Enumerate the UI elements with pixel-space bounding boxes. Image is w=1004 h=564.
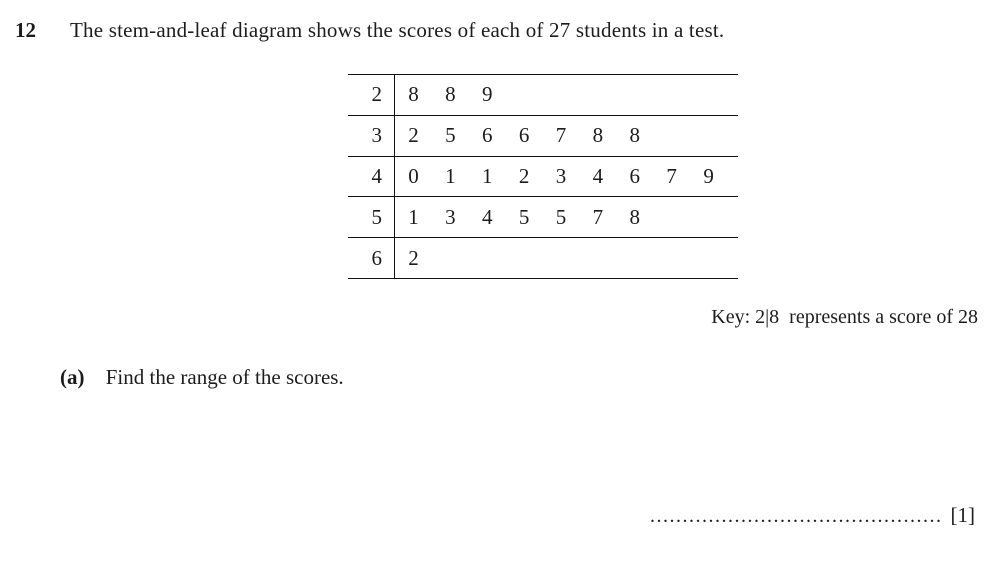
question-number: 12 bbox=[15, 18, 36, 42]
leaf-cell: 6 bbox=[481, 123, 493, 148]
leaf-cell: 7 bbox=[666, 163, 677, 188]
part-a-text: Find the range of the scores. bbox=[105, 365, 344, 389]
leaf-cell: 8 bbox=[629, 123, 641, 148]
leaf-cell: 5 bbox=[555, 204, 567, 229]
leaf-cell: 2 bbox=[408, 123, 419, 148]
leaf-cell: 5 bbox=[518, 204, 530, 229]
leaf-cell: 1 bbox=[481, 163, 493, 188]
leaf-cell: 9 bbox=[481, 82, 493, 107]
leaves-group bbox=[395, 164, 727, 189]
leaves-group bbox=[395, 246, 432, 271]
leaves-group bbox=[395, 205, 653, 230]
stem-cell: 3 bbox=[348, 116, 395, 156]
leaf-cell: 4 bbox=[592, 163, 604, 188]
stem-and-leaf-table bbox=[348, 74, 738, 279]
stem-leaf-row bbox=[348, 157, 738, 198]
stem-cell: 6 bbox=[348, 238, 395, 278]
leaves-group bbox=[395, 123, 653, 148]
stem-leaf-row bbox=[348, 238, 738, 279]
key-text: Key: 2|8 represents a score of 28 bbox=[711, 306, 978, 328]
leaf-cell: 3 bbox=[445, 204, 456, 229]
leaf-cell: 8 bbox=[592, 123, 604, 148]
leaf-cell: 8 bbox=[445, 82, 456, 107]
leaf-cell: 6 bbox=[629, 163, 641, 188]
stem-cell: 2 bbox=[348, 75, 395, 115]
leaf-cell: 2 bbox=[518, 163, 530, 188]
leaf-cell: 1 bbox=[408, 204, 419, 229]
part-a-label: (a) bbox=[60, 365, 85, 389]
stem-leaf-row bbox=[348, 197, 738, 238]
leaves-group bbox=[395, 82, 506, 107]
leaf-cell: 8 bbox=[408, 82, 419, 107]
leaf-cell: 0 bbox=[408, 163, 419, 188]
answer-dots: ............................................. bbox=[650, 505, 943, 527]
leaf-cell: 9 bbox=[703, 163, 714, 188]
stem-cell: 5 bbox=[348, 197, 395, 237]
leaf-cell: 5 bbox=[445, 123, 456, 148]
leaf-cell: 3 bbox=[555, 163, 567, 188]
answer-line bbox=[650, 503, 975, 528]
question-text: The stem-and-leaf diagram shows the scores of each of 27 students in a test. bbox=[70, 18, 725, 42]
leaf-cell: 1 bbox=[445, 163, 456, 188]
stem-leaf-row bbox=[348, 116, 738, 157]
leaf-cell: 8 bbox=[629, 204, 641, 229]
part-a-line bbox=[60, 365, 344, 390]
leaf-cell: 4 bbox=[481, 204, 493, 229]
leaf-cell: 6 bbox=[518, 123, 530, 148]
stem-cell: 4 bbox=[348, 157, 395, 197]
leaf-cell: 7 bbox=[592, 204, 604, 229]
leaf-cell: 2 bbox=[408, 245, 419, 270]
leaf-cell: 7 bbox=[555, 123, 567, 148]
question-line bbox=[0, 18, 1004, 43]
stem-leaf-row bbox=[348, 75, 738, 116]
marks-badge: [1] bbox=[950, 503, 975, 527]
